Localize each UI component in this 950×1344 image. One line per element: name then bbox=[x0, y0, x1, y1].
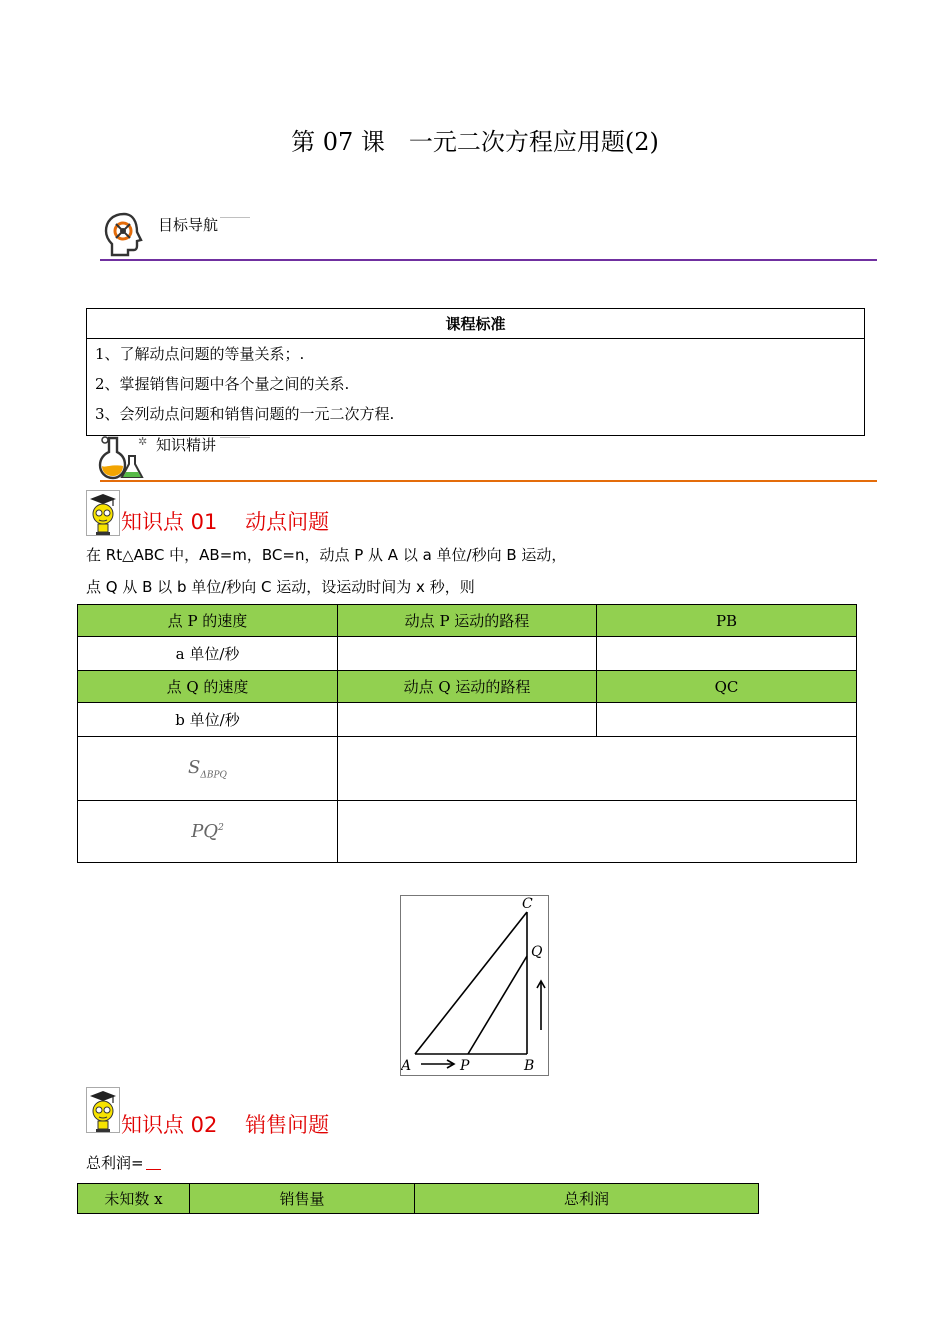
table-row bbox=[78, 637, 857, 671]
label-q: Q bbox=[531, 944, 543, 960]
standard-table bbox=[86, 308, 865, 436]
nav-thin-line bbox=[220, 437, 250, 438]
table-cell: 点 Q 的速度 bbox=[78, 671, 338, 703]
standard-items bbox=[87, 339, 865, 436]
blank-underline bbox=[146, 1169, 161, 1170]
page-title: 第 07 课 一元二次方程应用题(2) bbox=[291, 128, 659, 156]
label-p: P bbox=[460, 1058, 470, 1074]
table-row bbox=[78, 1184, 759, 1214]
area-formula-cell bbox=[78, 737, 338, 801]
label-b: B bbox=[524, 1058, 535, 1074]
pq-formula-cell bbox=[78, 801, 338, 863]
table-header-cell: 未知数 x bbox=[78, 1184, 190, 1214]
kp2-title: 知识点 02 销售问题 bbox=[121, 1113, 330, 1137]
table-cell: QC bbox=[597, 671, 857, 703]
label-c: C bbox=[522, 896, 533, 912]
segment-pq bbox=[468, 956, 527, 1054]
table-cell bbox=[338, 801, 857, 863]
table-cell bbox=[338, 703, 597, 737]
table-row bbox=[78, 671, 857, 703]
table-row bbox=[78, 605, 857, 637]
knowledge-nav-label: 知识精讲 bbox=[156, 436, 217, 454]
standard-item: 3、会列动点问题和销售问题的一元二次方程. bbox=[95, 405, 395, 423]
table-cell: 点 P 的速度 bbox=[78, 605, 338, 637]
standard-item: 2、掌握销售问题中各个量之间的关系. bbox=[95, 375, 350, 393]
table-header-cell: 总利润 bbox=[415, 1184, 759, 1214]
table-row bbox=[78, 703, 857, 737]
scholar-mascot-icon bbox=[86, 1087, 120, 1133]
table-cell bbox=[597, 703, 857, 737]
nav-divider-purple bbox=[100, 259, 877, 261]
kp1-title: 知识点 01 动点问题 bbox=[121, 510, 330, 534]
standard-header: 课程标准 bbox=[87, 309, 865, 339]
table-cell: PB bbox=[597, 605, 857, 637]
brain-gear-icon bbox=[102, 210, 146, 258]
table-cell bbox=[597, 637, 857, 671]
nav-divider-orange bbox=[100, 480, 877, 482]
table-cell: 动点 Q 运动的路程 bbox=[338, 671, 597, 703]
table-cell: b 单位/秒 bbox=[78, 703, 338, 737]
table-cell: 动点 P 运动的路程 bbox=[338, 605, 597, 637]
total-profit-label: 总利润= bbox=[86, 1154, 144, 1172]
sales-table bbox=[77, 1183, 759, 1214]
table-cell bbox=[338, 737, 857, 801]
label-a: A bbox=[401, 1058, 412, 1074]
target-nav-label: 目标导航 bbox=[158, 216, 219, 234]
kp1-text-line1: 在 Rt△ABC 中，AB=m，BC=n，动点 P 从 A 以 a 单位/秒向 B 运动， bbox=[86, 546, 567, 564]
scholar-mascot-icon bbox=[86, 490, 120, 536]
sparkle-icon: ✲ bbox=[138, 435, 148, 448]
table-row bbox=[78, 801, 857, 863]
table-header-cell: 销售量 bbox=[190, 1184, 415, 1214]
area-symbol: $S_{\Delta BPQ}$ bbox=[188, 756, 227, 781]
table-row bbox=[78, 737, 857, 801]
kp1-text-line2: 点 Q 从 B 以 b 单位/秒向 C 运动，设运动时间为 x 秒，则 bbox=[86, 578, 475, 596]
motion-table bbox=[77, 604, 857, 863]
nav-thin-line bbox=[220, 217, 250, 218]
triangle-figure bbox=[400, 895, 549, 1076]
table-cell bbox=[338, 637, 597, 671]
standard-item: 1、了解动点问题的等量关系；. bbox=[95, 345, 305, 363]
table-cell: a 单位/秒 bbox=[78, 637, 338, 671]
pq-symbol: $PQ^2$ bbox=[191, 821, 224, 842]
